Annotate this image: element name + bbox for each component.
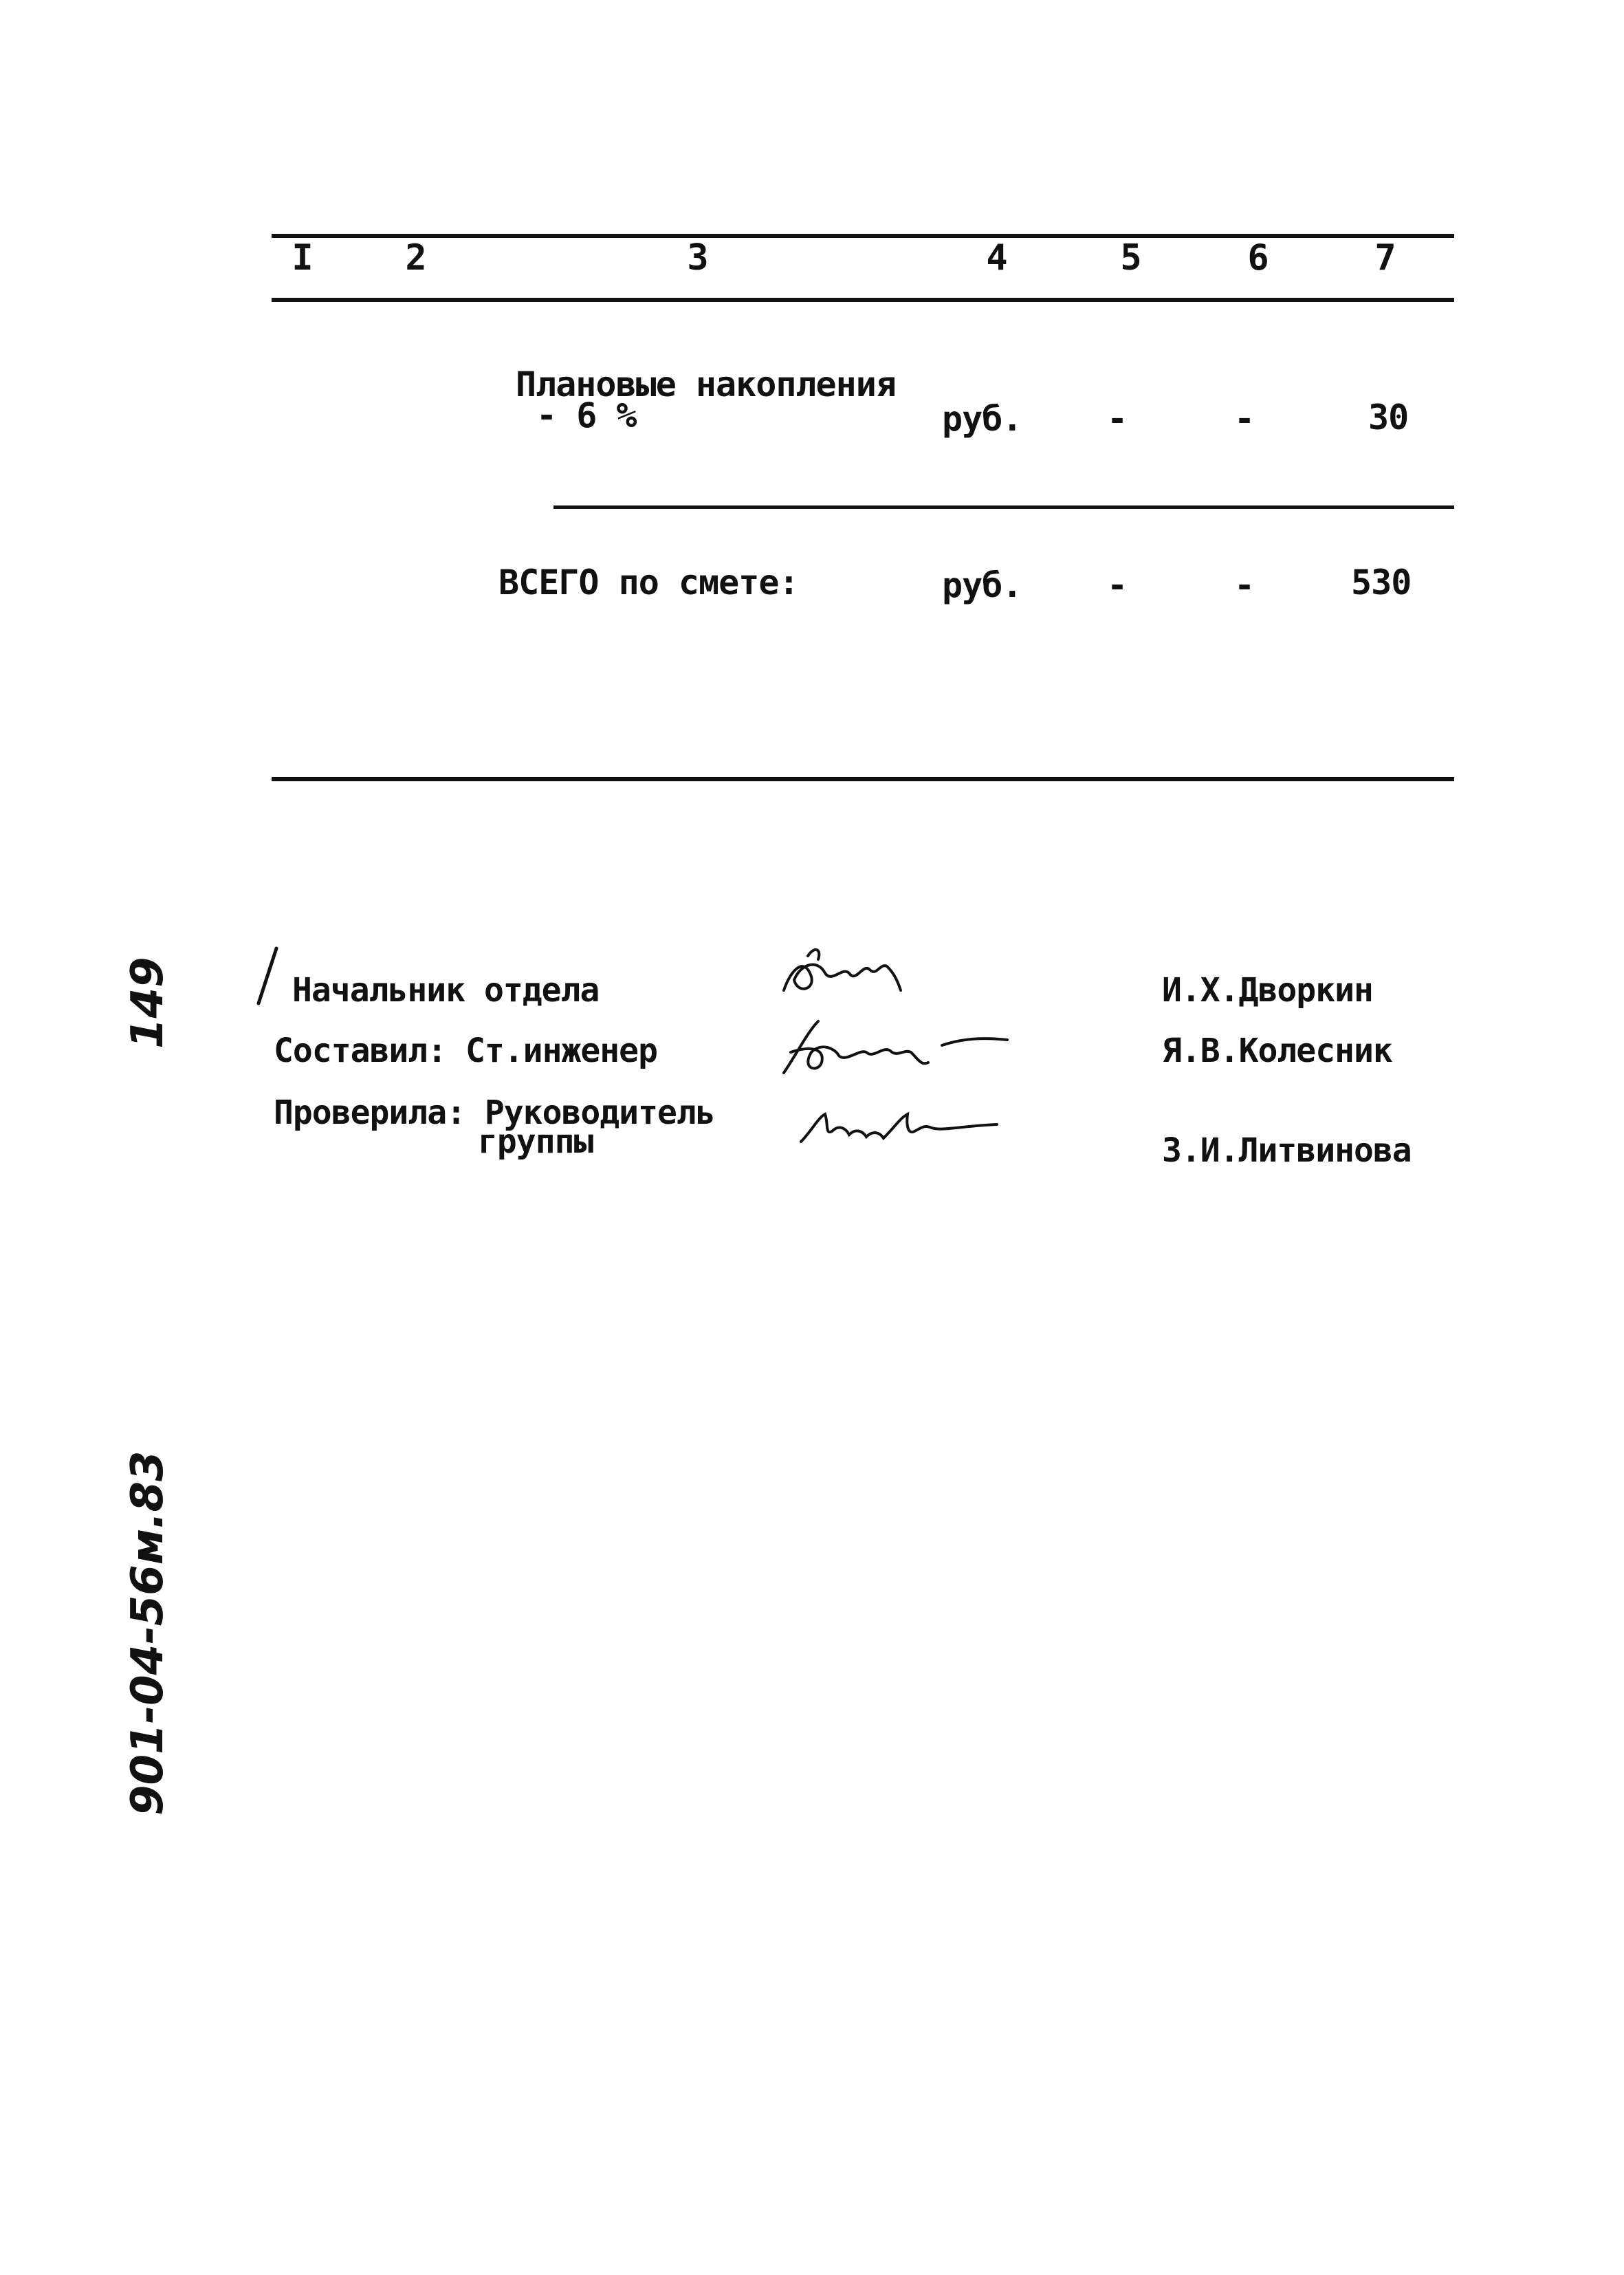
column-header-4: 4 (986, 237, 1008, 279)
signer-name: З.И.Литвинова (1162, 1131, 1412, 1170)
column-header-3: 3 (687, 237, 709, 279)
column-header-6: 6 (1247, 237, 1269, 279)
column-header-2: 2 (405, 237, 427, 279)
column-header-1: I (292, 237, 314, 279)
row-label-cont: - 6 % (536, 395, 637, 435)
signer-name: И.Х.Дворкин (1162, 971, 1373, 1010)
row-col6: - (1234, 399, 1255, 439)
signer-name: Я.В.Колесник (1162, 1032, 1392, 1070)
signer-role: Проверила: Руководитель (274, 1093, 715, 1132)
signer-role: Составил: Ст.инженер (274, 1032, 657, 1070)
table-bottom-rule (272, 777, 1454, 781)
row-unit: руб. (942, 565, 1022, 605)
row-col7: 530 (1351, 563, 1412, 602)
row-label: Плановые накопления (516, 364, 896, 404)
slash-mark (254, 946, 282, 1008)
row-label: ВСЕГО по смете: (498, 563, 799, 602)
signature-dvorkin (777, 942, 914, 1004)
page-number: 149 (122, 957, 173, 1049)
row-col7: 30 (1368, 398, 1409, 437)
column-header-7: 7 (1374, 237, 1396, 279)
signer-role-cont: группы (478, 1122, 593, 1161)
row-col6: - (1234, 565, 1255, 605)
document-code: 901-04-56м.83 (122, 1450, 173, 1816)
signature-kolesnik (770, 1011, 1018, 1080)
signer-role: Начальник отдела (292, 971, 600, 1010)
subtotal-rule (553, 505, 1454, 509)
row-col5: - (1107, 399, 1128, 439)
row-unit: руб. (942, 399, 1022, 439)
signature-litvinova (798, 1104, 1004, 1152)
column-header-5: 5 (1120, 237, 1142, 279)
table-header-bottom-rule (272, 298, 1454, 302)
row-col5: - (1107, 565, 1128, 605)
